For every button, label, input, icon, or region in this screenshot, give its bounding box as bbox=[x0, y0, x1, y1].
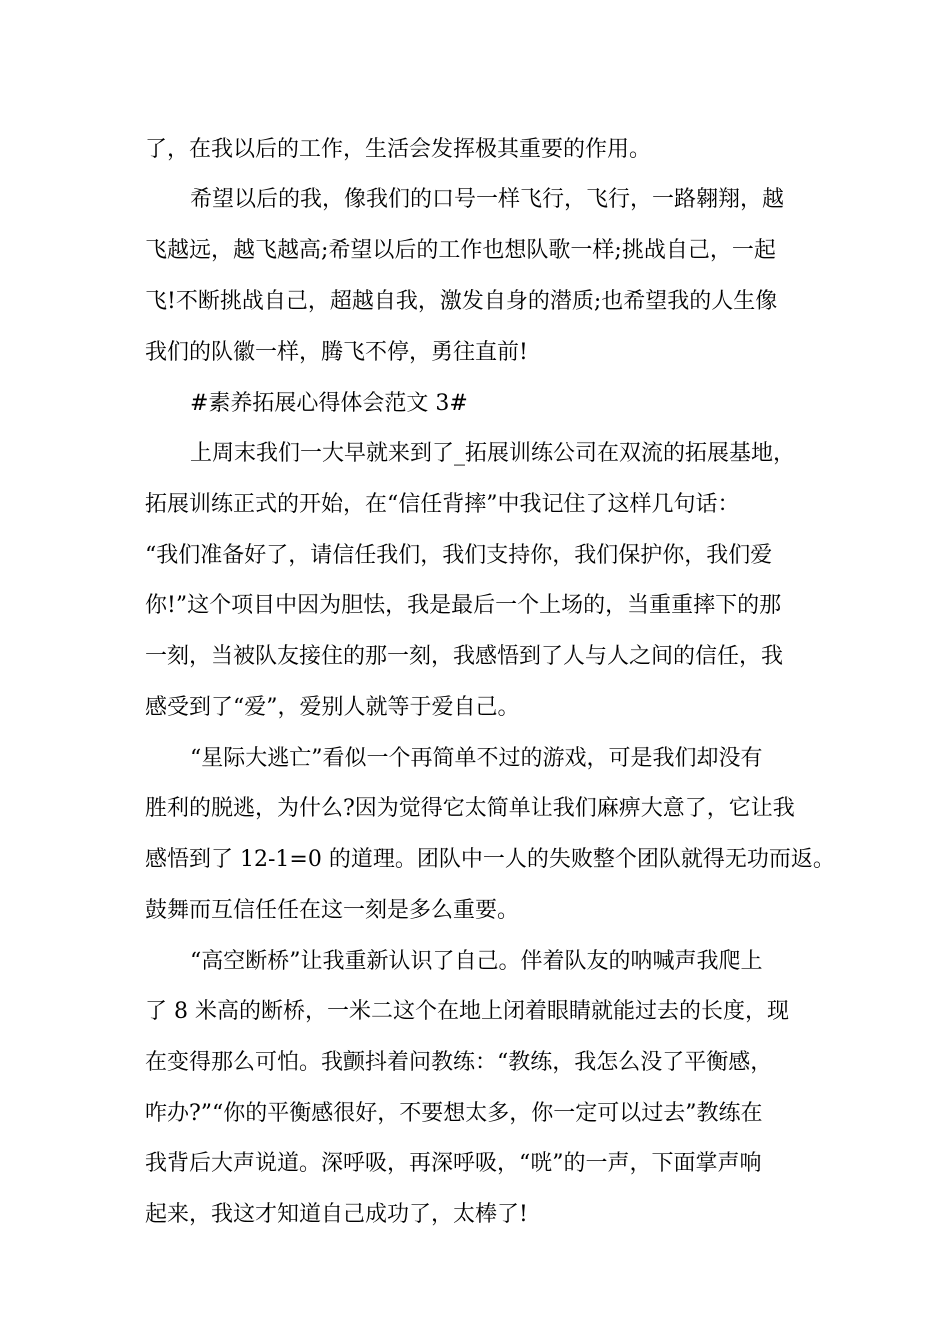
text-line: 上周末我们一大早就来到了_拓展训练公司在双流的拓展基地， bbox=[190, 441, 796, 466]
text-line: 咋办?”“你的平衡感很好，不要想太多，你一定可以过去”教练在 bbox=[145, 1101, 763, 1126]
text-line: 一刻，当被队友接住的那一刻，我感悟到了人与人之间的信任，我 bbox=[145, 644, 784, 669]
text-line: “我们准备好了，请信任我们，我们支持你，我们保护你，我们爱 bbox=[145, 543, 773, 568]
text-line: 了 8 米高的断桥，一米二这个在地上闭着眼睛就能过去的长度，现 bbox=[145, 999, 789, 1024]
text-line: 了，在我以后的工作，生活会发挥极其重要的作用。 bbox=[145, 137, 652, 162]
text-line: 起来，我这才知道自己成功了，太棒了! bbox=[145, 1202, 528, 1227]
text-line: 拓展训练正式的开始，在“信任背摔”中我记住了这样几句话： bbox=[145, 492, 740, 517]
text-line: 鼓舞而互信任任在这一刻是多么重要。 bbox=[145, 898, 520, 923]
text-line: 胜利的脱逃，为什么?因为觉得它太简单让我们麻痹大意了，它让我 bbox=[145, 796, 795, 821]
text-line: 飞!不断挑战自己，超越自我，激发自身的潜质;也希望我的人生像 bbox=[145, 289, 778, 314]
text-line: 希望以后的我，像我们的口号一样飞行，飞行，一路翱翔，越 bbox=[190, 187, 785, 212]
text-line: “星际大逃亡”看似一个再简单不过的游戏，可是我们却没有 bbox=[190, 746, 763, 771]
text-line: 飞越远，越飞越高;希望以后的工作也想队歌一样;挑战自己，一起 bbox=[145, 238, 776, 263]
section-heading: #素养拓展心得体会范文 3# bbox=[190, 391, 468, 416]
text-line: 感悟到了 12-1=0 的道理。团队中一人的失败整个团队就得无功而返。 bbox=[145, 847, 835, 872]
text-line: 感受到了“爱”，爱别人就等于爱自己。 bbox=[145, 695, 520, 720]
text-line: 你!”这个项目中因为胆怯，我是最后一个上场的，当重重摔下的那 bbox=[145, 593, 782, 618]
text-line: 我们的队徽一样，腾飞不停，勇往直前! bbox=[145, 340, 528, 365]
text-line: 我背后大声说道。深呼吸，再深呼吸，“咣”的一声，下面掌声响 bbox=[145, 1151, 762, 1176]
text-line: 在变得那么可怕。我颤抖着问教练：“教练，我怎么没了平衡感， bbox=[145, 1050, 773, 1075]
text-line: “高空断桥”让我重新认识了自己。伴着队友的呐喊声我爬上 bbox=[190, 949, 763, 974]
